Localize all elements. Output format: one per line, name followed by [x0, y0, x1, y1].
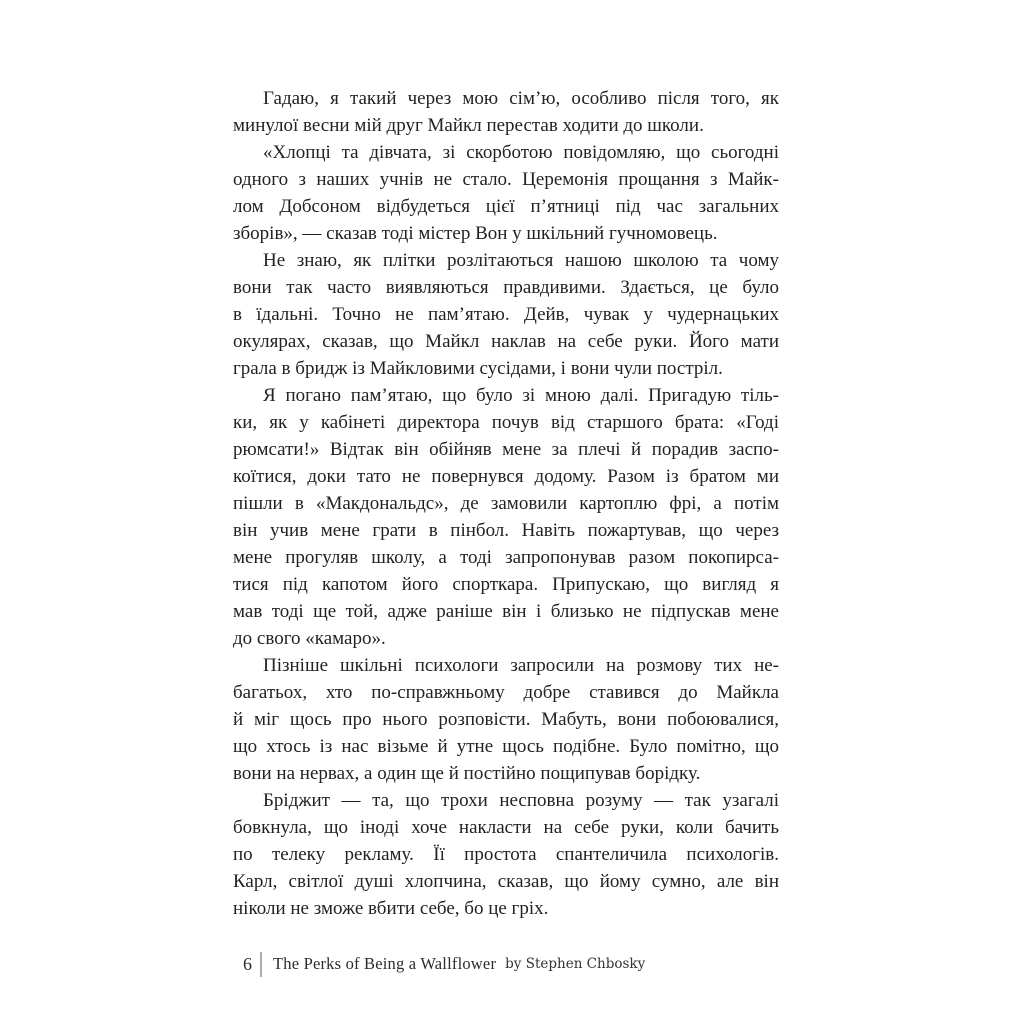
text-line: в їдальні. Точно не пам’ятаю. Дейв, чувак у чудернацьких: [233, 304, 779, 325]
text-line: вони на нервах, а один ще й постійно пощипував борідку.: [233, 763, 701, 784]
text-line: Пізніше шкільні психологи запросили на розмову тих не-: [263, 655, 779, 676]
paragraph: [233, 85, 779, 139]
text-line: окулярах, сказав, що Майкл наклав на себе руки. Його мати: [233, 331, 779, 352]
text-line: ки, як у кабінеті директора почув від старшого брата: «Годі: [233, 412, 779, 433]
page-text: [233, 85, 779, 922]
text-line: мав тоді ще той, адже раніше він і близько не підпускав мене: [233, 601, 779, 622]
text-line: Я погано пам’ятаю, що було зі мною далі. Пригадую тіль-: [263, 385, 779, 406]
paragraph: [233, 139, 779, 247]
text-line: до свого «камаро».: [233, 628, 386, 649]
footer-divider: [260, 952, 262, 977]
text-line: пішли в «Макдональдс», де замовили картоплю фрі, а потім: [233, 493, 779, 514]
paragraph: [233, 652, 779, 787]
text-line: Гадаю, я такий через мою сім’ю, особливо після того, як: [263, 88, 779, 109]
text-line: вони так часто виявляються правдивими. Здається, це було: [233, 277, 779, 298]
page-footer: [243, 950, 645, 978]
text-line: багатьох, хто по-справжньому добре ставився до Майкла: [233, 682, 779, 703]
text-line: по телеку рекламу. Її простота спантеличила психологів.: [233, 844, 779, 865]
text-line: Карл, світлої душі хлопчина, сказав, що йому сумно, але він: [233, 871, 779, 892]
text-line: мене прогуляв школу, а тоді запропонував разом покопирса-: [233, 547, 779, 568]
book-title: The Perks of Being a Wallflower: [273, 954, 497, 973]
text-line: бовкнула, що іноді хоче накласти на себе руки, коли бачить: [233, 817, 779, 838]
text-line: й міг щось про нього розповісти. Мабуть, вони побоювалися,: [233, 709, 779, 730]
text-line: рюмсати!» Відтак він обійняв мене за плечі й порадив заспо-: [233, 439, 779, 460]
text-line: Бріджит — та, що трохи несповна розуму — так узагалі: [263, 790, 779, 811]
text-line: ніколи не зможе вбити себе, бо це гріх.: [233, 898, 549, 919]
text-line: Не знаю, як плітки розлітаються нашою школою та чому: [263, 250, 779, 271]
text-line: тися під капотом його спорткара. Припускаю, що вигляд я: [233, 574, 779, 595]
text-line: він учив мене грати в пінбол. Навіть пожартував, що через: [233, 520, 779, 541]
text-line: грала в бридж із Майкловими сусідами, і вони чули постріл.: [233, 358, 723, 379]
text-line: минулої весни мій друг Майкл перестав ходити до школи.: [233, 115, 704, 136]
text-line: коїтися, доки тато не повернувся додому. Разом із братом ми: [233, 466, 779, 487]
text-line: «Хлопці та дівчата, зі скорботою повідомляю, що сьогодні: [263, 142, 779, 163]
page-number: 6: [243, 954, 252, 974]
text-line: зборів», — сказав тоді містер Вон у шкільний гучномовець.: [233, 223, 718, 244]
paragraph: [233, 787, 779, 922]
text-line: лом Добсоном відбудеться цієї п’ятниці під час загальних: [233, 196, 779, 217]
text-line: одного з наших учнів не стало. Церемонія прощання з Майк-: [233, 169, 779, 190]
paragraph: [233, 382, 779, 652]
book-author: by Stephen Chbosky: [505, 956, 646, 972]
text-line: що хтось із нас візьме й утне щось подібне. Було помітно, що: [233, 736, 779, 757]
paragraph: [233, 247, 779, 382]
